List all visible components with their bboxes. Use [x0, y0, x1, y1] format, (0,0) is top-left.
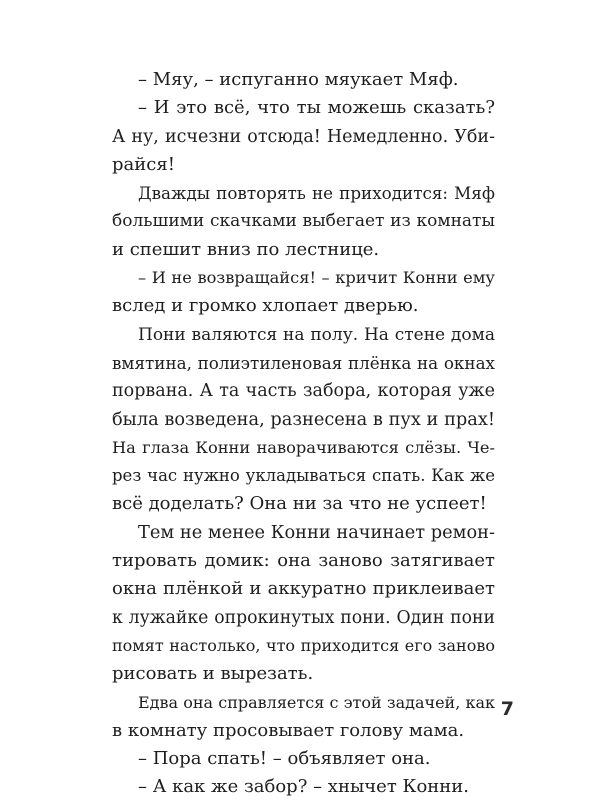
text-line: Тем не менее Конни начинает ремон- [138, 522, 495, 543]
text-line: – Пора спать! – объявляет она. [138, 748, 431, 770]
text-line: всё доделать? Она ни за что не успеет! [112, 493, 487, 515]
body-text [112, 66, 495, 802]
text-line: тировать домик: она заново затягивает [112, 550, 495, 572]
text-line: помят настолько, что приходится его заново [112, 635, 495, 655]
text-line: райся! [112, 153, 175, 175]
text-line: – И это всё, что ты можешь сказать? [138, 97, 495, 119]
text-line: рисовать и вырезать. [112, 663, 314, 685]
text-line: и спешит вниз по лестнице. [112, 238, 380, 260]
text-line: была возведена, разнесена в пух и прах! [112, 409, 495, 430]
text-line: – И не возвращайся! – кричит Конни ему [138, 268, 495, 288]
text-line: порвана. А та часть забора, которая уже [112, 381, 495, 402]
text-line: окна плёнкой и аккуратно приклеивает [112, 578, 495, 600]
text-line: – Мяу, – испуганно мяукает Мяф. [138, 69, 459, 90]
text-line: – А как же забор? – хнычет Конни. [138, 776, 469, 798]
text-line: вмятина, полиэтиленовая плёнка на окнах [112, 352, 495, 373]
page-number: 7 [500, 698, 514, 720]
text-line: Пони валяются на полу. На стене дома [138, 324, 495, 345]
text-line: в комнату просовывает голову мама. [112, 719, 465, 741]
text-line: рез час нужно укладываться спать. Как же [112, 466, 495, 486]
text-line: А ну, исчезни отсюда! Немедленно. Уби- [112, 126, 495, 147]
text-line: большими скачками выбегает из комнаты [112, 211, 495, 232]
text-line: Дважды повторять не приходится: Мяф [138, 183, 495, 204]
text-line: вслед и громко хлопает дверью. [112, 295, 419, 317]
text-line: На глаза Конни наворачиваются слёзы. Че- [112, 437, 495, 457]
text-line: Едва она справляется с этой задачей, как [138, 692, 495, 712]
text-line: к лужайке опрокинутых пони. Один пони [112, 607, 495, 628]
